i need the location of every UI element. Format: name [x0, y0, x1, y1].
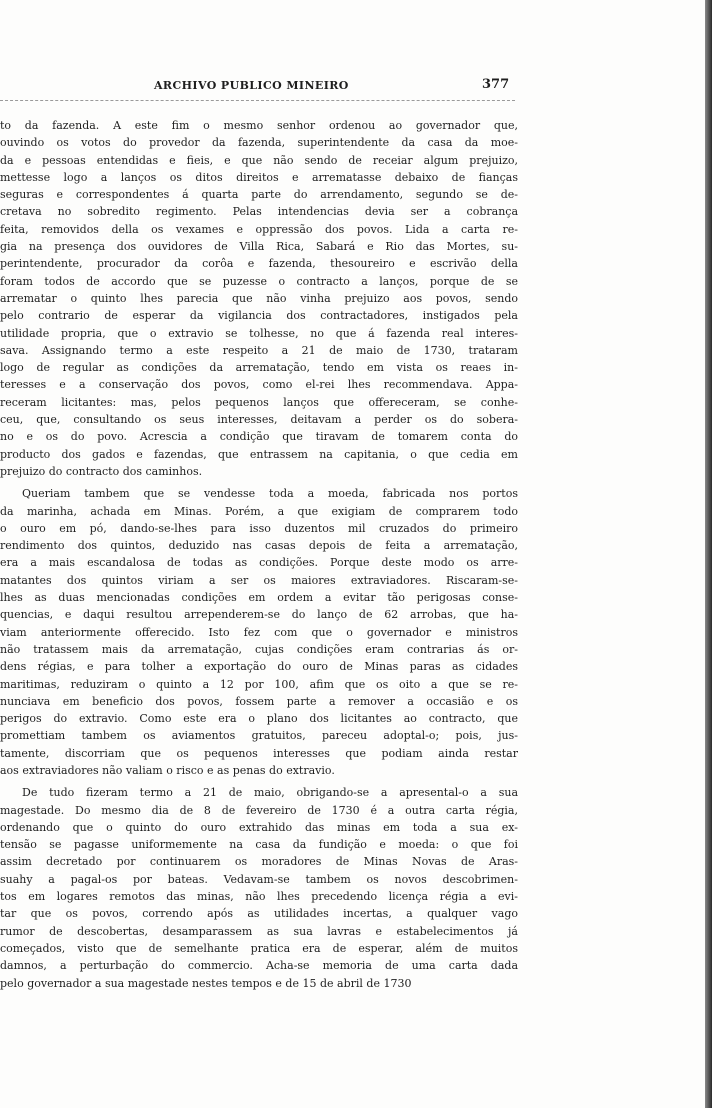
- text-line: da e pessoas entendidas e fieis, e que não sendo de receiar algum prejuizo,: [0, 153, 518, 167]
- paragraph: [0, 117, 518, 480]
- text-line: lhes as duas mencionadas condições em ordem a evitar tão perigosas conse-: [0, 591, 518, 605]
- header-rule: [0, 100, 515, 101]
- text-line: utilidade propria, que o extravio se tolhesse, no que á fazenda real interes-: [0, 326, 518, 340]
- paragraph: [0, 784, 518, 992]
- text-line: logo de regular as condições da arrematação, tendo em vista os reaes in-: [0, 361, 518, 375]
- text-line: seguras e correspondentes á quarta parte do arrendamento, segundo se de-: [0, 188, 518, 202]
- text-line: damnos, a perturbação do commercio. Acha-se memoria de uma carta dada: [0, 959, 518, 973]
- text-line: pelo governador a sua magestade nestes tempos e de 15 de abril de 1730: [0, 976, 412, 990]
- text-line: matantes dos quintos viriam a ser os maiores extraviadores. Riscaram-se-: [0, 573, 518, 587]
- text-line: teresses e a conservação dos povos, como el-rei lhes recommendava. Appa-: [0, 378, 518, 392]
- text-line: nunciava em beneficio dos povos, fossem parte a remover a occasião e os: [0, 694, 518, 708]
- text-line: começados, visto que de semelhante pratica era de esperar, além de muitos: [0, 941, 518, 955]
- text-line: Queriam tambem que se vendesse toda a moeda, fabricada nos portos: [22, 487, 518, 501]
- text-line: cretava no sobredito regimento. Pelas intendencias devia ser a cobrança: [0, 205, 518, 219]
- text-line: feita, removidos della os vexames e oppressão dos povos. Lida a carta re-: [0, 222, 518, 236]
- text-line: magestade. Do mesmo dia de 8 de fevereiro de 1730 é a outra carta régia,: [0, 803, 518, 817]
- text-line: pelo contrario de esperar da vigilancia dos contractadores, instigados pela: [0, 309, 518, 323]
- page-number: 377: [482, 77, 510, 92]
- text-line: to da fazenda. A este fim o mesmo senhor ordenou ao governador que,: [0, 119, 518, 132]
- text-line: tamente, discorriam que os pequenos interesses que podiam ainda restar: [0, 746, 518, 760]
- text-line: não tratassem mais da arrematação, cujas condições eram contrarias ás or-: [0, 642, 518, 656]
- paragraph: [0, 485, 518, 779]
- text-line: da marinha, achada em Minas. Porém, a que exigiam de comprarem todo: [0, 504, 518, 518]
- text-line: maritimas, reduziram o quinto a 12 por 100, afim que os oito a que se re-: [0, 677, 518, 691]
- text-line: prejuizo do contracto dos caminhos.: [0, 464, 203, 478]
- text-line: ceu, que, consultando os seus interesses, deitavam a perder os do sobera-: [0, 413, 518, 427]
- text-line: rendimento dos quintos, deduzido nas casas depois de feita a arrematação,: [0, 539, 518, 553]
- text-line: mettesse logo a lanços os ditos direitos e arrematasse debaixo de fianças: [0, 170, 518, 184]
- text-line: dens régias, e para tolher a exportação do ouro de Minas paras as cidades: [0, 660, 518, 674]
- text-line: receram licitantes: mas, pelos pequenos lanços que offereceram, se conhe-: [0, 395, 518, 409]
- text-line: era a mais escandalosa de todas as condições. Porque deste modo os arre-: [0, 556, 518, 570]
- text-line: rumor de descobertas, desamparassem as sua lavras e estabelecimentos já: [0, 924, 518, 938]
- text-line: producto dos gados e fazendas, que entrassem na capitania, o que cedia em: [0, 447, 518, 461]
- text-line: promettiam tambem os aviamentos gratuitos, pareceu adoptal-o; pois, jus-: [0, 729, 518, 743]
- text-line: tos em logares remotos das minas, não lhes precedendo licença régia a evi-: [0, 890, 518, 904]
- text-line: tar que os povos, correndo após as utilidades incertas, a qualquer vago: [0, 907, 518, 921]
- body-text: [0, 117, 518, 992]
- text-line: De tudo fizeram termo a 21 de maio, obrigando-se a apresental-o a sua: [22, 786, 518, 800]
- text-line: suahy a pagal-os por bateas. Vedavam-se tambem os novos descobrimen-: [0, 872, 518, 886]
- text-line: ouvindo os votos do provedor da fazenda, superintendente da casa da moe-: [0, 136, 518, 150]
- text-line: tensão se pagasse uniformemente na casa da fundição e moeda: o que foi: [0, 838, 518, 852]
- book-binding-edge: [705, 0, 712, 1108]
- running-title: ARCHIVO PUBLICO MINEIRO: [154, 79, 349, 92]
- text-line: no e os do povo. Acrescia a condição que tiravam de tomarem conta do: [0, 430, 518, 444]
- text-line: viam anteriormente offerecido. Isto fez com que o governador e ministros: [0, 625, 518, 639]
- text-line: sava. Assignando termo a este respeito a 21 de maio de 1730, trataram: [0, 343, 518, 357]
- text-line: ordenando que o quinto do ouro extrahido das minas em toda a sua ex-: [0, 820, 518, 834]
- text-line: perigos do extravio. Como este era o plano dos licitantes ao contracto, que: [0, 712, 518, 726]
- text-line: quencias, e daqui resultou arrependerem-se do lanço de 62 arrobas, que ha-: [0, 608, 518, 622]
- text-line: perintendente, procurador da corôa e fazenda, thesoureiro e escrivão della: [0, 257, 518, 271]
- text-line: arrematar o quinto lhes parecia que não vinha prejuizo aos povos, sendo: [0, 291, 518, 305]
- running-header: [0, 79, 518, 97]
- text-line: o ouro em pó, dando-se-lhes para isso duzentos mil cruzados do primeiro: [0, 521, 518, 535]
- text-line: assim decretado por continuarem os moradores de Minas Novas de Aras-: [0, 855, 518, 869]
- text-line: aos extraviadores não valiam o risco e as penas do extravio.: [0, 763, 335, 777]
- text-line: gia na presença dos ouvidores de Villa Rica, Sabará e Rio das Mortes, su-: [0, 240, 518, 254]
- text-line: foram todos de accordo que se puzesse o contracto a lanços, porque de se: [0, 274, 518, 288]
